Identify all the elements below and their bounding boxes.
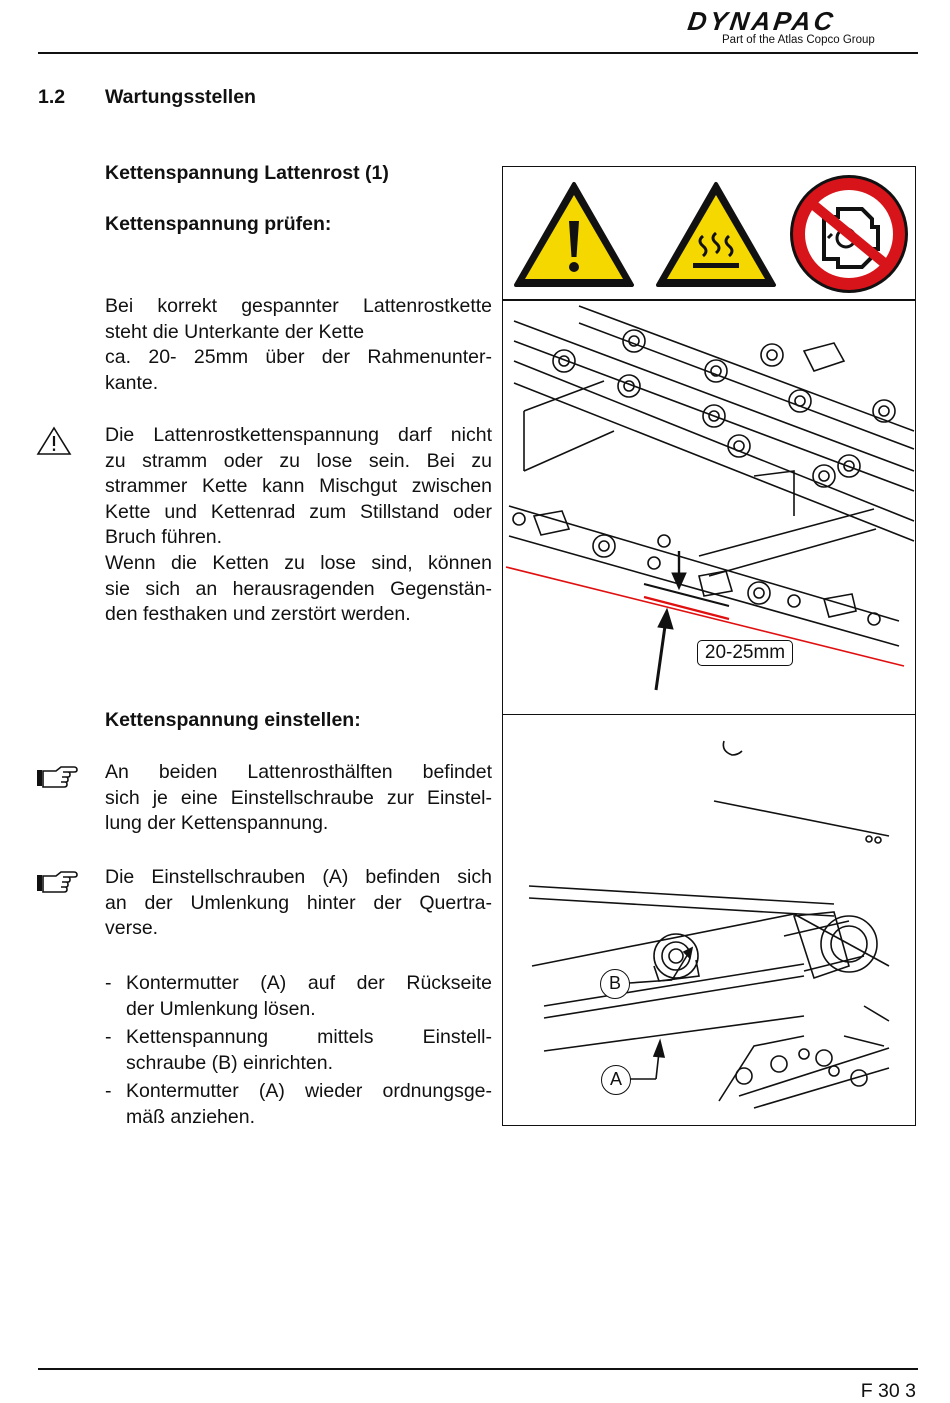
step-dash: - — [105, 972, 112, 994]
warning-paragraph — [105, 423, 492, 628]
adjust-heading: Kettenspannung einstellen: — [105, 709, 361, 731]
no-running-engine-icon — [786, 172, 912, 296]
step-dash: - — [105, 1026, 112, 1048]
dynapac-logo: DYNAPAC — [685, 6, 838, 36]
text-line: kante. — [105, 371, 159, 394]
text-line: der Umlenkung lösen. — [126, 997, 316, 1020]
text-line: mäß anziehen. — [126, 1105, 255, 1128]
subsection-title: Kettenspannung Lattenrost (1) — [105, 162, 389, 184]
text-line: lung der Kettenspannung. — [105, 812, 329, 835]
text-line: Kontermutter (A) auf der Rückseite — [126, 972, 492, 994]
warning-triangle-icon — [36, 426, 72, 456]
text-line: Die Lattenrostkettenspannung darf nicht — [105, 424, 492, 446]
text-line: sie sich an herausragenden Gegenstän- — [105, 577, 492, 600]
text-line: schraube (B) einrichten. — [126, 1051, 334, 1074]
text-line: verse. — [105, 917, 159, 940]
section-number: 1.2 — [38, 86, 66, 108]
step-item — [126, 1025, 492, 1076]
step-dash: - — [105, 1080, 112, 1102]
note-paragraph — [105, 760, 492, 837]
text-line: zu stramm oder zu lose sein. Bei zu — [105, 449, 492, 472]
text-line: an der Umlenkung hinter der Quertra- — [105, 891, 492, 914]
text-line: strammer Kette kann Mischgut zwischen — [105, 475, 492, 498]
check-heading: Kettenspannung prüfen: — [105, 213, 332, 235]
note-paragraph — [105, 865, 492, 942]
callout-a: A — [601, 1065, 631, 1095]
callout-b: B — [600, 969, 630, 999]
hot-surface-warning-icon — [655, 181, 777, 289]
text-line: ca. 20- 25mm über der Rahmenunter- — [105, 346, 492, 369]
hand-pointer-icon — [36, 869, 78, 895]
section-title: Wartungsstellen — [105, 86, 256, 108]
header-rule — [38, 52, 918, 54]
logo-tagline: Part of the Atlas Copco Group — [722, 34, 875, 46]
step-item — [126, 1079, 492, 1130]
dimension-label: 20-25mm — [697, 640, 793, 666]
hand-pointer-icon — [36, 764, 78, 790]
text-line: sich je eine Einstellschraube zur Einstel- — [105, 786, 492, 809]
text-line: Wenn die Ketten zu lose sind, können — [105, 551, 492, 574]
text-line: Kette und Kettenrad zum Stillstand oder — [105, 500, 492, 523]
footer-rule — [38, 1368, 918, 1370]
text-line: Bruch führen. — [105, 526, 223, 549]
text-line: den festhaken und zerstört werden. — [105, 603, 411, 626]
step-item — [126, 971, 492, 1022]
text-line: An beiden Lattenrosthälften befindet — [105, 761, 492, 783]
text-line: Die Einstellschrauben (A) befinden sich — [105, 866, 492, 888]
text-line: Kettenspannung mittels Einstell- — [126, 1026, 492, 1048]
general-warning-icon — [513, 181, 635, 289]
page-number: F 30 3 — [860, 1380, 916, 1402]
text-line: Bei korrekt gespannter Lattenrostkette — [105, 295, 492, 317]
tensioner-illustration — [504, 716, 914, 1124]
text-line: steht die Unterkante der Kette — [105, 320, 365, 343]
check-paragraph — [105, 294, 492, 396]
text-line: Kontermutter (A) wieder ordnungsge- — [126, 1080, 492, 1102]
